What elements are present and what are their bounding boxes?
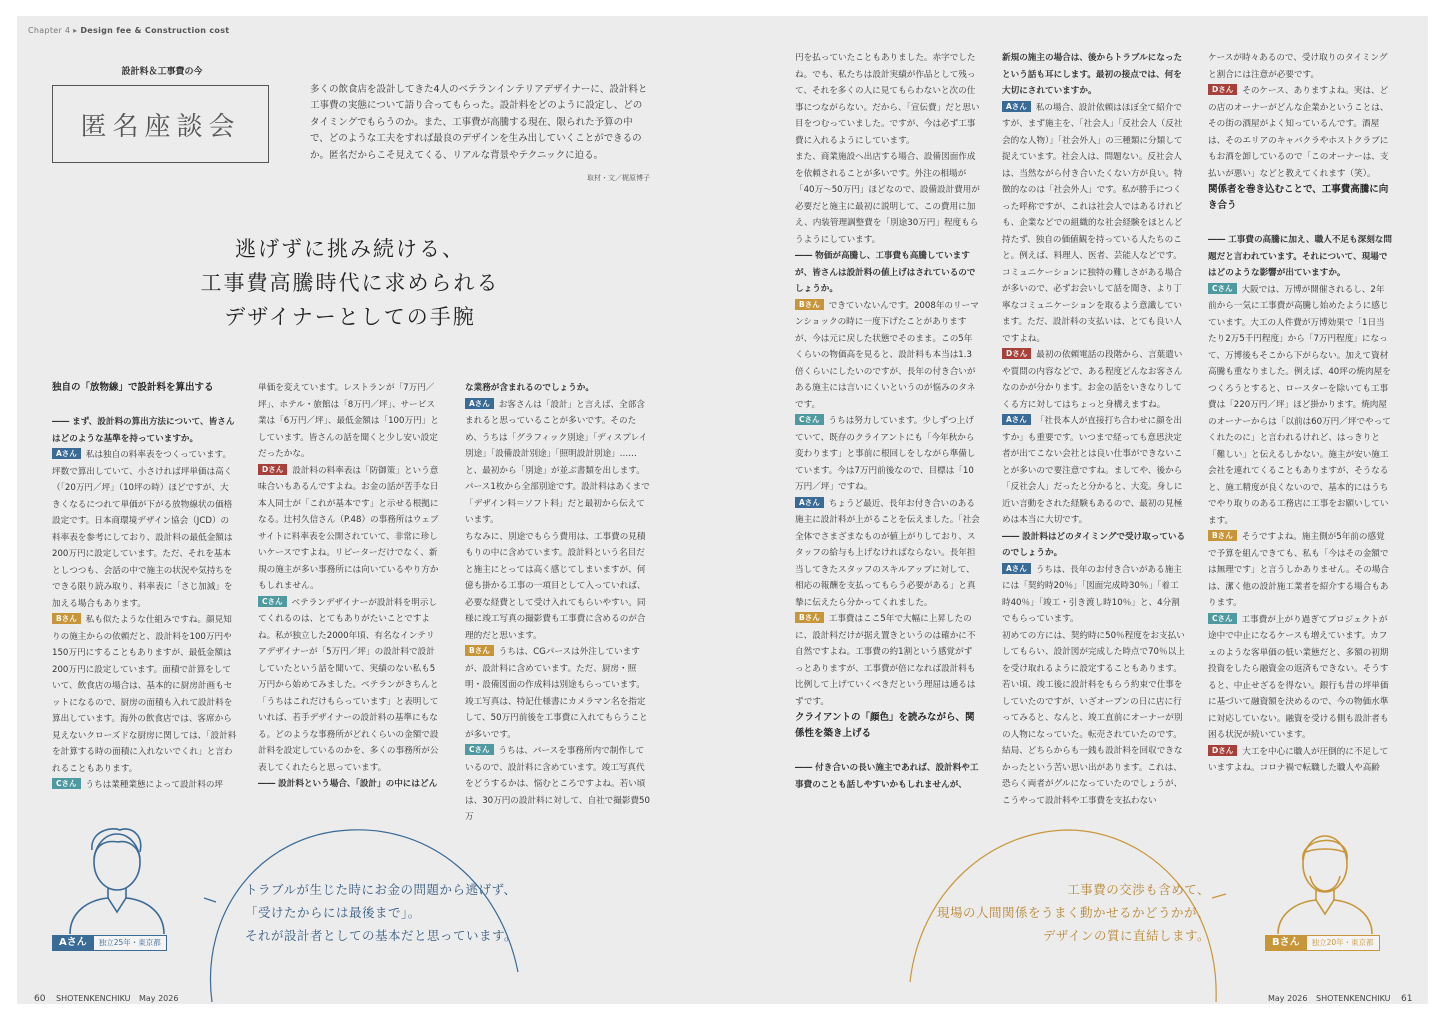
interviewer-question bbox=[1208, 232, 1393, 282]
paragraph bbox=[795, 413, 980, 496]
speaker-label: Aさん bbox=[52, 448, 81, 459]
interviewer-question bbox=[795, 760, 980, 793]
paragraph bbox=[795, 298, 980, 414]
paragraph-text: ―― 付き合いの長い施主であれば、設計料や工事費のことも話しやすいかもしれませんが、 bbox=[795, 763, 979, 790]
paragraph-text: うちは業種業態によって設計料の坪 bbox=[85, 780, 224, 790]
paragraph bbox=[1002, 562, 1187, 628]
paragraph bbox=[1002, 628, 1187, 810]
interviewer-question bbox=[1002, 50, 1187, 100]
speaker-label: Cさん bbox=[1208, 283, 1237, 294]
footer-right bbox=[1268, 994, 1412, 1004]
interviewer-question bbox=[52, 414, 237, 447]
paragraph-text: ―― 物価が高騰し、工事費も高騰していますが、皆さんは設計料の値上げはされているのでしょうか。 bbox=[795, 251, 976, 294]
speaker-label: Cさん bbox=[258, 596, 287, 607]
headline-line: デザイナーとしての手腕 bbox=[224, 305, 476, 329]
speaker-label: Cさん bbox=[465, 744, 494, 755]
paragraph-text: 最初の依頼電話の段階から、言葉遣いや質問の内容などで、ある程度どんなお客さんなのかが分かります。お金の話をいきなりしてくる方に対してはちょっと身構えますね。 bbox=[1002, 350, 1183, 410]
pull-quote-b bbox=[905, 878, 1210, 947]
page-number-left: 60 bbox=[34, 994, 46, 1004]
speaker-label: Aさん bbox=[1002, 414, 1031, 425]
text-column-1 bbox=[52, 380, 237, 794]
speaker-label: Aさん bbox=[1002, 563, 1031, 574]
issue-date: May 2026 bbox=[139, 994, 179, 1003]
paragraph-text: 設計料の料率表は「防御策」という意味合いもあるんですよね。お金の話が苦手な日本人同士が「これが基本です」と示せる根拠になる。辻村久信さん（P.48）の事務所はウェブサイトに料率表を公開されていて、非常に珍しいケースですよね。リピーターだけでなく、新規の施主が多い事務所には向いているやり方かもしれません。 bbox=[258, 465, 439, 591]
speaker-desc: 独立25年・東京都 bbox=[94, 935, 167, 951]
paragraph-text: ―― 設計料という場合、「設計」の中にはどん bbox=[258, 779, 438, 789]
paragraph bbox=[1208, 744, 1393, 777]
pull-quote-line: 「受けたからには最後まで」。 bbox=[245, 905, 421, 920]
text-column-3 bbox=[465, 380, 650, 826]
paragraph-text: 初めての方には、契約時に50％程度をお支払いしてもらい、設計図が完成した時点で70％以上を受け取れるように設定することもあります。若い頃、竣工後に設計料をもらう約束で仕事をしていたのですが、いざオープンの日に店に行ってみると、なんと、竣工直前にオーナーが別の人物になっていた。転売されていたのです。結局、どちらからも一銭も設計料を回収できなかったという苦い思い出があります。これは、恐らく両者がグルになっていたのでしょうが、こうやって設計料や工事費を支払わない bbox=[1002, 630, 1185, 806]
page-number-right: 61 bbox=[1401, 994, 1413, 1004]
paragraph-text: クライアントの「顔色」を読みながら、関係性を築き上げる bbox=[795, 712, 975, 739]
speaker-label: Bさん bbox=[795, 612, 824, 623]
speaker-label: Bさん bbox=[52, 613, 81, 624]
pull-quote-line: デザインの質に直結します。 bbox=[1042, 928, 1210, 943]
chapter-title: Design fee & Construction cost bbox=[80, 26, 230, 35]
paragraph-text: 新規の施主の場合は、後からトラブルになったという話も耳にします。最初の接点では、何を大切にされていますか。 bbox=[1002, 53, 1183, 96]
interviewer-question bbox=[465, 380, 650, 397]
headline-line: 工事費高騰時代に求められる bbox=[200, 271, 500, 295]
paragraph-text: ケースが時々あるので、受け取りのタイミングと割合には注意が必要です。 bbox=[1208, 53, 1388, 80]
paragraph-text: ―― 工事費の高騰に加え、職人不足も深刻な問題だと言われています。それについて、現場ではどのような影響が出ていますか。 bbox=[1208, 235, 1392, 278]
paragraph bbox=[795, 50, 980, 149]
paragraph bbox=[1208, 83, 1393, 182]
paragraph-text: 関係者を巻き込むことで、工事費高騰に向き合う bbox=[1208, 184, 1389, 211]
paragraph bbox=[1208, 50, 1393, 83]
pull-quote-line: 現場の人間関係をうまく動かせるかどうかが、 bbox=[936, 905, 1210, 920]
speaker-label: Dさん bbox=[258, 464, 287, 475]
paragraph bbox=[52, 447, 237, 612]
paragraph bbox=[795, 149, 980, 248]
shoulders-shape bbox=[1278, 900, 1372, 934]
paragraph-text: ―― まず、設計料の算出方法について、皆さんはどのような基準を持っていますか。 bbox=[52, 417, 235, 444]
speaker-label: Cさん bbox=[795, 414, 824, 425]
paragraph bbox=[258, 463, 443, 595]
paragraph bbox=[465, 644, 650, 743]
speaker-badge-b bbox=[1265, 935, 1380, 951]
article-subtitle: 設計料＆工事費の今 bbox=[121, 67, 203, 77]
article-credit: 取材・文／梶原博子 bbox=[587, 174, 650, 182]
interviewer-question bbox=[795, 248, 980, 298]
paragraph-text: 大工を中心に職人が圧倒的に不足していますよね。コロナ禍で転職した職人や高齢 bbox=[1208, 746, 1389, 773]
section-heading bbox=[1208, 182, 1393, 214]
paragraph-text: 大阪では、万博が開催されるし、2年前から一気に工事費が高騰し始めたように感じています。大工の人件費が万博効果で「1日当たり2万5千円程度」から「7万円程度」になって、万博後もそこから下がらない。加えて資材高騰も重なりました。例えば、40坪の焼肉屋をつくろうとすると、ロースターを除いても工事費は「220万円／坪」ほど掛かります。焼肉屋のオーナーからは「以前は60万円／坪でやってくれたのに」と言われるけれど、はっきりと「難しい」と伝えるしかない。施主が安い施工会社を連れてくることもありますが、そうなると、施工精度が良くないので、基本的にはうちでやり取りのある工務店に工事をお願いしています。 bbox=[1208, 284, 1391, 526]
pull-quote-line: トラブルが生じた時にお金の問題から逃げず、 bbox=[245, 882, 517, 897]
headline-line: 逃げずに挑み続ける、 bbox=[235, 237, 465, 261]
paragraph-text: 単価を変えています。レストランが「7万円／坪」、ホテル・旅館は「8万円／坪」、サービス業は「6万円／坪」、最低金額は「100万円」としています。皆さんの話を聞くと少し安い設定だったかな。 bbox=[258, 383, 439, 459]
paragraph-text: 独自の「放物線」で設計料を算出する bbox=[52, 382, 214, 393]
paragraph bbox=[1208, 612, 1393, 744]
paragraph-text: 私の場合、設計依頼はほぼ全て紹介ですが、まず施主を、「社会人」「反社会人（反社会的な人物）」「社会外人」の三種類に分類して捉えています。社会人は、問題ない。反社会人は、当然ながら付き合いたくない方が良い。特徴的なのは「社会外人」です。私が勝手につくった呼称ですが、これは社会人ではあるけれども、企業などでの組織的な社会経験をほとんど持たず、独自の価値観を持っている人たちのこと。例えば、料理人、医者、芸能人などです。コミュニケーションに独特の難しさがある場合が多いので、必ずお会いして話を聞き、より丁寧なコミュニケーションを取るよう意識しています。ただ、設計料の支払いは、とても良い人ですよね。 bbox=[1002, 102, 1183, 344]
paragraph-text: 「社長本人が直接打ち合わせに顔を出すか」も重要です。いつまで経っても意思決定者が出てこない会社とは良い仕事ができないことが多いので要注意ですね。ましてや、後から「反社会人」だったと分かると、大変。身しに近い言動をされた経験もあるので、最初の見極めは本当に大切です。 bbox=[1002, 416, 1183, 525]
paragraph-text: な業務が含まれるのでしょうか。 bbox=[465, 383, 594, 393]
paragraph-text: そうですよね。施主側が5年前の感覚で予算を組んできても、私も「今はその金額では無理です」と言うしかありません。その場合は、潔く他の設計施工業者を紹介する場合もあります。 bbox=[1208, 532, 1389, 608]
speaker-label: Bさん bbox=[465, 645, 494, 656]
speaker-badge-a bbox=[52, 935, 167, 951]
person-b-illustration bbox=[1270, 822, 1380, 934]
text-column-6 bbox=[1208, 50, 1393, 777]
footer-left bbox=[34, 994, 178, 1004]
interviewer-question bbox=[258, 776, 443, 793]
paragraph-text: ちなみに、別途でもらう費用は、工事費の見積もりの中に含めています。設計料という名目だと施主にとっては高く感じてしまいますが、何億も掛かる工事の一項目として入っていれば、必要な経費として受け入れてもらいやすい。同様に竣工写真の撮影費も工事費に含めるのが合理的だと思います。 bbox=[465, 531, 646, 641]
chapter-separator: ▸ bbox=[73, 26, 78, 35]
text-column-4 bbox=[795, 50, 980, 793]
paragraph-text: ベテランデザイナーが設計料を明示してくれるのは、とてもありがたいことですよね。私が独立した2000年頃、有名なインテリアデザイナーが「5万円／坪」の設計料で設計していたという話を聞いて、実績のない私も5万円から始めてみました。ベテランがきちんと「うちはこれだけもらっています」と表明していれば、若手デザイナーの設計料の基準にもなる。どのような事務所がどれくらいの金額で設計料を設定しているのかを、多くの事務所が公表してくれたらと思っています。 bbox=[258, 597, 439, 773]
paragraph bbox=[465, 743, 650, 826]
pull-quote-line: 工事費の交渉も含めて、 bbox=[1067, 882, 1210, 897]
speaker-label: Dさん bbox=[1208, 84, 1237, 95]
paragraph bbox=[258, 595, 443, 777]
section-heading bbox=[52, 380, 237, 396]
paragraph bbox=[52, 612, 237, 777]
speaker-label: Bさん bbox=[1208, 530, 1237, 541]
pull-quote-line: それが設計者としての基本だと思っています。 bbox=[245, 928, 518, 943]
paragraph-text: うちは、CGパースは外注していますが、設計料に含めています。ただ、厨房・照明・設備図面の作成料は別途もらっています。竣工写真は、特記仕様書にカメラマン名を指定して、50万円前後を工事費に入れてもらうことが多いです。 bbox=[465, 647, 648, 740]
speaker-label: Dさん bbox=[1208, 745, 1237, 756]
chapter-header bbox=[28, 26, 229, 35]
paragraph-text: また、商業施設へ出店する場合、設備図面作成を依頼されることが多いです。外注の相場が「40万〜50万円」ほどなので、設備設計費用が必要だと施主に最初に説明して、この費用に加え、内装管理調整費を「別途30万円」程度もらうようにしています。 bbox=[795, 152, 980, 245]
hair-shape bbox=[92, 829, 141, 852]
paragraph-text: 円を払っていたこともありました。赤字でしたね。でも、私たちは設計実績が作品として残って、それを多くの人に見てもらわないと次の仕事につながらない。だから、「宣伝費」だと思い目をつむっていました。ですが、今は必ず工事費に入れるようにしています。 bbox=[795, 53, 980, 146]
paragraph-text: 工事費が上がり過ぎてプロジェクトが途中で中止になるケースも増えています。カフェのような客単価の低い業態だと、多額の初期投資をしたら融資金の返済もできない。そうすると、中止せざるを得ない。銀行も昔の坪単価に基づいて融資額を決めるので、今の物価水準に対応していない。融資を受ける側も設計者も困る状況が続いています。 bbox=[1208, 614, 1389, 740]
paragraph bbox=[465, 529, 650, 645]
paragraph bbox=[795, 496, 980, 612]
speaker-label: Aさん bbox=[795, 497, 824, 508]
magazine-name: SHOTENKENCHIKU bbox=[56, 994, 131, 1003]
pull-quote-a bbox=[245, 878, 517, 947]
paragraph-text: うちは、長年のお付き合いがある施主には「契約時20％」「図面完成時30％」「着工時40％」「竣工・引き渡し時10％」と、4分割でもらっています。 bbox=[1002, 564, 1182, 624]
speaker-label: Cさん bbox=[1208, 613, 1237, 624]
paragraph bbox=[1002, 413, 1187, 529]
article-title: 匿名座談会 bbox=[52, 85, 269, 163]
speaker-label: Cさん bbox=[52, 778, 81, 789]
hair-line bbox=[1306, 849, 1344, 852]
paragraph-text: ―― 設計料はどのタイミングで受け取っているのでしょうか。 bbox=[1002, 531, 1186, 558]
person-a-illustration bbox=[62, 822, 172, 934]
speaker-label: Aさん bbox=[465, 398, 494, 409]
paragraph bbox=[1002, 347, 1187, 413]
paragraph bbox=[795, 611, 980, 710]
paragraph bbox=[465, 397, 650, 529]
paragraph-text: うちは努力しています。少しずつ上げていて、既存のクライアントにも「今年秋から変わります」と事前に根回しをしながら準備しています。今は7万円前後なので、目標は「10万円／坪」ですね。 bbox=[795, 416, 976, 492]
paragraph-text: お客さんは「設計」と言えば、全部含まれると思っていることが多いです。そのため、うちは「グラフィック別途」「ディスプレイ別途」「設備設計別途」「照明設計別途」……と、最初から「別途」が並ぶ書類を出します。パース1枚から全部別途です。設計料はあくまで「デザイン料＝ソフト料」だと最初から伝えています。 bbox=[465, 399, 650, 525]
speaker-label: Dさん bbox=[1002, 348, 1031, 359]
paragraph bbox=[1208, 282, 1393, 530]
issue-date: May 2026 bbox=[1268, 994, 1308, 1003]
paragraph bbox=[258, 380, 443, 463]
paragraph-text: 私も似たような仕組みですね。顔見知りの施主からの依頼だと、設計料を100万円や150万円にすることもありますが、最低金額は200万円に設定しています。面積で計算をしていて、飲食店の場合は、基本的に厨房計画もセットになるので、厨房の面積も入れて設計料を算出しています。海外の飲食店では、客席から見えないクローズドな厨房に関しては、「設計料を計算する時の面積に入れないでくれ」と言われることもあります。 bbox=[52, 615, 237, 774]
paragraph bbox=[1208, 529, 1393, 612]
speaker-name: Aさん bbox=[52, 935, 94, 951]
speaker-desc: 独立20年・東京都 bbox=[1307, 935, 1380, 951]
paragraph-text: 工事費はここ5年で大幅に上昇したのに、設計料だけが据え置きというのは確かに不自然ですよね。工事費の約1割という感覚がずっとありますが、工事費が倍になれば設計料も比例して上げていくべきだという理屈は通るはずです。 bbox=[795, 614, 976, 707]
speaker-label: Bさん bbox=[795, 299, 824, 310]
text-column-2 bbox=[258, 380, 443, 793]
article-lead: 多くの飲食店を設計してきた4人のベテランインテリアデザイナーに、設計料と工事費の実態について語り合ってもらった。設計料をどのように設定し、どのタイミングでもらうのか。また、工事費が高騰する現在、限られた予算の中で、どのような工夫をすれば最良のデザインを生み出していくことができるのか。匿名だからこそ見えてくる、リアルな背景やテクニックに迫る。 bbox=[310, 84, 648, 161]
paragraph-text: できていないんです。2008年のリーマンショックの時に一度下げたことがありますが、今は元に戻した状態でそのまま。この5年くらいの物価高を見ると、設計料も本当は1.3倍くらいにしたいのですが、長年の付き合いがある施主には言いにくいというのが悩みのタネです。 bbox=[795, 300, 979, 410]
paragraph-text: うちは、パースを事務所内で制作しているので、設計料に含めています。竣工写真代をどうするかは、悩むところですよね。若い頃は、30万円の設計料に対して、自社で撮影費50万 bbox=[465, 746, 650, 822]
paragraph-text: 私は独自の料率表をつくっています。坪数で算出していて、小さければ坪単価は高く（「20万円／坪」（10坪の時）ほどですが、大きくなるにつれて単価が下がる放物線状の価格設定です。日本商環境デザイン協会（JCD）の料率表を参考にしており、設計料の最低金額は200万円に設定しています。ただ、それを基本としつつも、会話の中で施主の状況や気持ちをできる限り読み取り、料率表に「さじ加減」を加える場合もあります。 bbox=[52, 450, 233, 609]
speaker-label: Aさん bbox=[1002, 101, 1031, 112]
magazine-name: SHOTENKENCHIKU bbox=[1316, 994, 1391, 1003]
paragraph bbox=[52, 777, 237, 794]
text-column-5 bbox=[1002, 50, 1187, 809]
chapter-number: Chapter 4 bbox=[28, 26, 71, 35]
hair-line bbox=[94, 842, 140, 858]
section-heading bbox=[795, 710, 980, 742]
paragraph bbox=[1002, 100, 1187, 348]
paragraph-text: ちょうど最近、長年お付き合いのある施主に設計料が上がることを伝えました。「社会全体でさまざまなものが値上がりしており、スタッフの給与も上げなければならない。長年担当してきたスタッフのスキルアップに対して、相応の報酬を支払ってもらう必要がある」と真摯に伝えたら分かってくれました。 bbox=[795, 498, 980, 608]
interviewer-question bbox=[1002, 529, 1187, 562]
article-headline bbox=[170, 232, 530, 334]
paragraph-text: そのケース、ありますよね。実は、どの店のオーナーがどんな企業かということは、その街の酒屋がよく知っているんです。酒屋は、そのエリアのキャバクラやホストクラブにもお酒を卸しているので「このオーナーは、支払いが悪い」などと教えてくれます（笑）。 bbox=[1208, 86, 1389, 179]
speaker-name: Bさん bbox=[1265, 935, 1307, 951]
shoulders-shape bbox=[70, 898, 164, 934]
